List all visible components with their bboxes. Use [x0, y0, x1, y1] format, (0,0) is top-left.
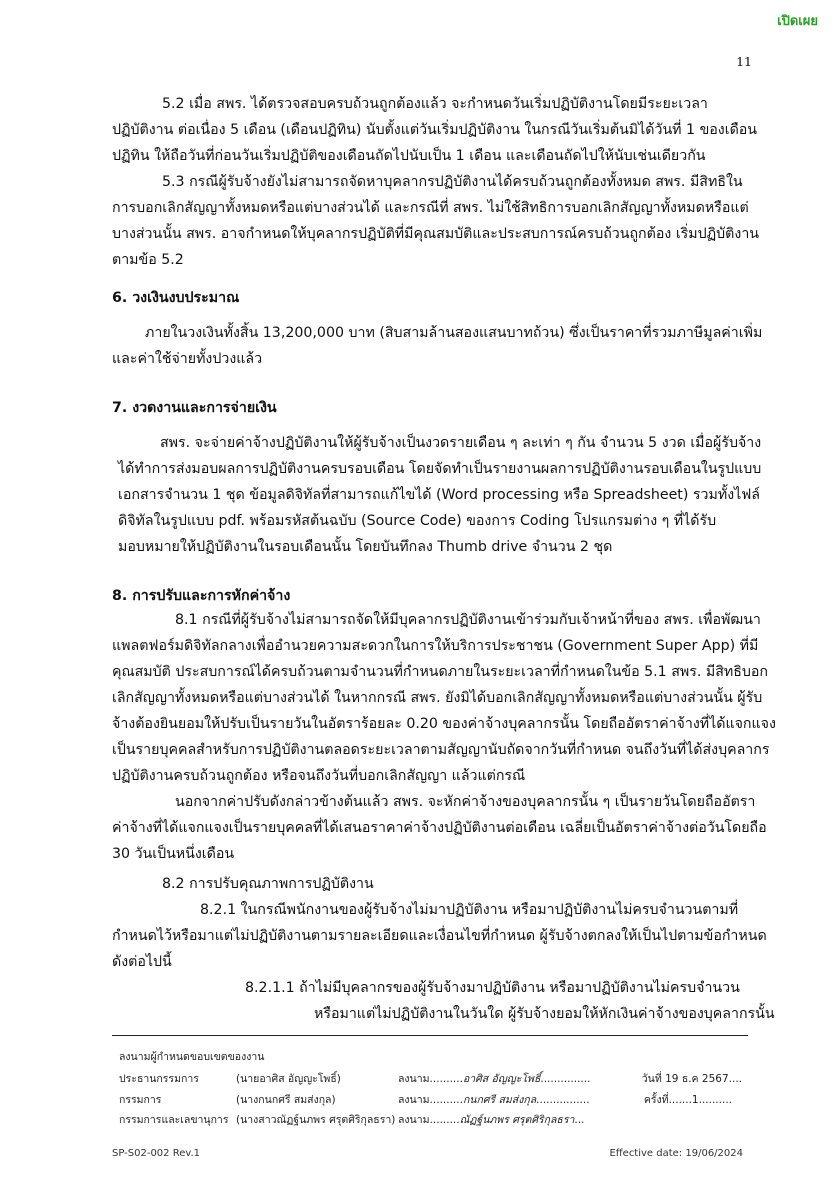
- body-text-line: 30 วันเป็นหนึ่งเดือน: [112, 846, 235, 862]
- section-heading: 8. การปรับและการหักค่าจ้าง: [112, 588, 291, 604]
- section-heading: 7. งวดงานและการจ่ายเงิน: [112, 400, 277, 416]
- body-text-line: การบอกเลิกสัญญาทั้งหมดหรือแต่บางส่วนได้ และกรณีที่ สพร. ไม่ใช้สิทธิการบอกเลิกสัญญาทั้งหมดหรือแต่: [112, 200, 749, 216]
- body-text-line: 8.2 การปรับคุณภาพการปฏิบัติงาน: [162, 876, 374, 892]
- body-text-line: เป็นรายบุคคลสำหรับการปฏิบัติงานตลอดระยะเวลาตามสัญญานับถัดจากวันที่กำหนด จนถึงวันที่ได้ส่งบุคลากร: [112, 742, 770, 758]
- classification-badge: เปิดเผย: [777, 14, 818, 29]
- body-text-line: เอกสารจำนวน 1 ชุด ข้อมูลดิจิทัลที่สามารถแก้ไขได้ (Word processing หรือ Spreadsheet) รวมทั้งไฟล์: [118, 487, 761, 503]
- body-text-line: 5.3 กรณีผู้รับจ้างยังไม่สามารถจัดหาบุคลากรปฏิบัติงานได้ครบถ้วนถูกต้องทั้งหมด สพร. มีสิทธิใน: [162, 174, 743, 190]
- signature-line: ลงนาม.........ณัฏฐ์นภพร ศรุตศิริกุลธรา...: [398, 1114, 585, 1126]
- signature-role: ประธานกรรมการ: [119, 1073, 199, 1085]
- signature-name: (นายอาศิส อัญญะโพธิ์): [236, 1073, 341, 1085]
- body-text-line: 8.2.1.1 ถ้าไม่มีบุคลากรของผู้รับจ้างมาปฏิบัติงาน หรือมาปฏิบัติงานไม่ครบจำนวน: [245, 980, 740, 996]
- body-text-line: จ้างต้องยินยอมให้ปรับเป็นรายวันในอัตราร้อยละ 0.20 ของค่าจ้างบุคลากรนั้น โดยถืออัตราค่าจ้างที่ได้แจกแจง: [112, 716, 776, 732]
- effective-date: Effective date: 19/06/2024: [609, 1148, 743, 1159]
- body-text-line: ดิจิทัลในรูปแบบ pdf. พร้อมรหัสต้นฉบับ (Source Code) ของการ Coding โปรแกรมต่าง ๆ ที่ได้รับ: [118, 513, 717, 529]
- signature-line: ลงนาม..........กนกศรี สมส่งกุล................: [398, 1094, 590, 1106]
- body-text-line: มอบหมายให้ปฏิบัติงานในรอบเดือนนั้น โดยบันทึกลง Thumb drive จำนวน 2 ชุด: [118, 539, 613, 555]
- body-text-line: 5.2 เมื่อ สพร. ได้ตรวจสอบครบถ้วนถูกต้องแล้ว จะกำหนดวันเริ่มปฏิบัติงานโดยมีระยะเวลา: [162, 96, 708, 112]
- body-text-line: และค่าใช้จ่ายทั้งปวงแล้ว: [112, 351, 263, 367]
- body-text-line: คุณสมบัติ ประสบการณ์ได้ครบถ้วนตามจำนวนที่กำหนดภายในระยะเวลาที่กำหนดในข้อ 5.1 สพร. มีสิทธิบอก: [112, 664, 769, 680]
- signed-name: กนกศรี สมส่งกุล: [462, 1094, 537, 1106]
- signature-date: วันที่ 19 ธ.ค 2567....: [641, 1073, 742, 1085]
- body-text-line: 8.2.1 ในกรณีพนักงานของผู้รับจ้างไม่มาปฏิบัติงาน หรือมาปฏิบัติงานไม่ครบจำนวนตามที่: [200, 902, 739, 918]
- body-text-line: แพลตฟอร์มดิจิทัลกลางเพื่ออำนวยความสะดวกในการให้บริการประชาชน (Government Super App) ที่มี: [112, 638, 759, 654]
- body-text-line: ปฏิทิน ให้ถือวันที่ก่อนวันเริ่มปฏิบัติของเดือนถัดไปนับเป็น 1 เดือน และเดือนถัดไปให้นับเช่นเดียวกัน: [112, 148, 706, 164]
- body-text-line: นอกจากค่าปรับดังกล่าวข้างต้นแล้ว สพร. จะหักค่าจ้างของบุคลากรนั้น ๆ เป็นรายวันโดยถืออัตรา: [175, 794, 756, 810]
- signature-divider: [112, 1035, 748, 1036]
- signature-name: (นางกนกศรี สมส่งกุล): [236, 1094, 336, 1106]
- body-text-line: บางส่วนนั้น สพร. อาจกำหนดให้บุคลากรปฏิบัติที่มีคุณสมบัติและประสบการณ์ครบถ้วนถูกต้อง เริ่มปฏิบัติงาน: [112, 226, 759, 242]
- body-text-line: ปฏิบัติงานครบถ้วนถูกต้อง หรือจนถึงวันที่บอกเลิกสัญญา แล้วแต่กรณี: [112, 768, 526, 784]
- signature-role: กรรมการและเลขานุการ: [119, 1114, 229, 1126]
- signature-heading: ลงนามผู้กำหนดขอบเขตของงาน: [119, 1051, 265, 1063]
- body-text-line: ได้ทำการส่งมอบผลการปฏิบัติงานครบรอบเดือน โดยจัดทำเป็นรายงานผลการปฏิบัติงานรอบเดือนในรูปแบบ: [118, 461, 762, 477]
- body-text-line: หรือมาแต่ไม่ปฏิบัติงานในวันใด ผู้รับจ้างยอมให้หักเงินค่าจ้างของบุคลากรนั้น: [314, 1006, 775, 1022]
- signature-session: ครั้งที่.......1..........: [643, 1094, 732, 1106]
- page-number: 11: [736, 54, 752, 69]
- body-text-line: 8.1 กรณีที่ผู้รับจ้างไม่สามารถจัดให้มีบุคลากรปฏิบัติงานเข้าร่วมกับเจ้าหน้าที่ของ สพร. เพื่อพัฒนา: [175, 612, 761, 628]
- signed-name: อาศิส อัญญะโพธิ์: [462, 1073, 541, 1085]
- body-text-line: กำหนดไว้หรือมาแต่ไม่ปฏิบัติงานตามรายละเอียดและเงื่อนไขที่กำหนด ผู้รับจ้างตกลงให้เป็นไปตามข้อกำหนด: [112, 928, 767, 944]
- body-text-line: ดังต่อไปนี้: [112, 954, 172, 970]
- body-text-line: ภายในวงเงินทั้งสิ้น 13,200,000 บาท (สิบสามล้านสองแสนบาทถ้วน) ซึ่งเป็นราคาที่รวมภาษีมูลค่าเพิ่ม: [145, 325, 763, 341]
- body-text-line: ปฏิบัติงาน ต่อเนื่อง 5 เดือน (เดือนปฏิทิน) นับตั้งแต่วันเริ่มปฏิบัติงาน ในกรณีวันเริ่มต้นมิได้วันที่ 1 ของเดือน: [112, 122, 757, 138]
- body-text-line: ตามข้อ 5.2: [112, 252, 184, 268]
- signature-name: (นางสาวณัฏฐ์นภพร ศรุตศิริกุลธรา): [236, 1114, 396, 1126]
- signature-line: ลงนาม..........อาศิส อัญญะโพธิ์...............: [398, 1073, 591, 1085]
- body-text-line: สพร. จะจ่ายค่าจ้างปฏิบัติงานให้ผู้รับจ้างเป็นงวดรายเดือน ๆ ละเท่า ๆ กัน จำนวน 5 งวด เมื่อผู้รับจ้าง: [160, 435, 762, 451]
- signature-role: กรรมการ: [119, 1094, 162, 1106]
- signed-name: ณัฏฐ์นภพร ศรุตศิริกุลธรา: [459, 1114, 575, 1126]
- document-code: SP-S02-002 Rev.1: [112, 1148, 201, 1159]
- body-text-line: ค่าจ้างที่ได้แจกแจงเป็นรายบุคคลที่ได้เสนอราคาค่าจ้างปฏิบัติงานต่อเดือน เฉลี่ยเป็นอัตราค่าจ้างต่อวันโดยถือ: [112, 820, 767, 836]
- body-text-line: เลิกสัญญาทั้งหมดหรือแต่บางส่วนได้ ในหากกรณี สพร. ยังมิได้บอกเลิกสัญญาทั้งหมดหรือแต่บางส่วนนั้น ผู้รับ: [112, 690, 763, 706]
- section-heading: 6. วงเงินงบประมาณ: [112, 290, 240, 306]
